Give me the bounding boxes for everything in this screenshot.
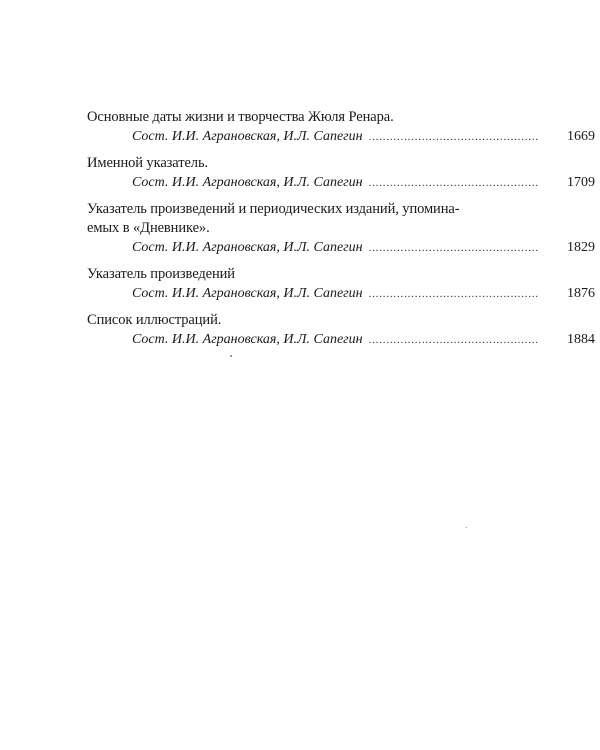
dot-leader: ................................................: [368, 177, 539, 189]
toc-entry-credit-row: [87, 238, 595, 258]
table-of-contents: [87, 108, 595, 357]
scan-speck: [466, 527, 467, 528]
toc-entry-title: Указатель произведений: [87, 266, 235, 282]
toc-entry-credit: Сост. И.И. Аграновская, И.Л. Сапегин: [132, 332, 363, 347]
toc-entry-credit: Сост. И.И. Аграновская, И.Л. Сапегин: [132, 129, 363, 144]
toc-entry: [87, 154, 595, 193]
toc-entry: [87, 108, 595, 147]
toc-page-number: 1884: [566, 332, 595, 347]
toc-entry-title: Указатель произведений и периодических изданий, упомина-: [87, 201, 460, 217]
toc-entry-credit-row: [87, 173, 595, 193]
dot-leader: ................................................: [368, 131, 539, 143]
scan-speck: [230, 355, 232, 357]
toc-entry-credit-row: [87, 127, 595, 147]
toc-entry-credit: Сост. И.И. Аграновская, И.Л. Сапегин: [132, 286, 363, 301]
toc-page-number: 1829: [566, 240, 595, 255]
toc-entry-credit-row: [87, 330, 595, 350]
toc-entry: [87, 265, 595, 304]
toc-entry-title-continuation: емых в «Дневнике».: [87, 220, 210, 236]
toc-entry: [87, 200, 595, 258]
dot-leader: ................................................: [368, 288, 539, 300]
toc-entry-credit-row: [87, 284, 595, 304]
toc-entry-title: Список иллюстраций.: [87, 312, 222, 328]
dot-leader: ................................................: [368, 334, 539, 346]
toc-page-number: 1876: [566, 286, 595, 301]
dot-leader: ................................................: [368, 242, 539, 254]
toc-entry-credit: Сост. И.И. Аграновская, И.Л. Сапегин: [132, 240, 363, 255]
toc-entry-title: Именной указатель.: [87, 155, 208, 171]
toc-page-number: 1669: [566, 129, 595, 144]
toc-entry: [87, 311, 595, 350]
toc-entry-credit: Сост. И.И. Аграновская, И.Л. Сапегин: [132, 175, 363, 190]
toc-entry-title: Основные даты жизни и творчества Жюля Ренара.: [87, 109, 394, 125]
toc-page-number: 1709: [566, 175, 595, 190]
